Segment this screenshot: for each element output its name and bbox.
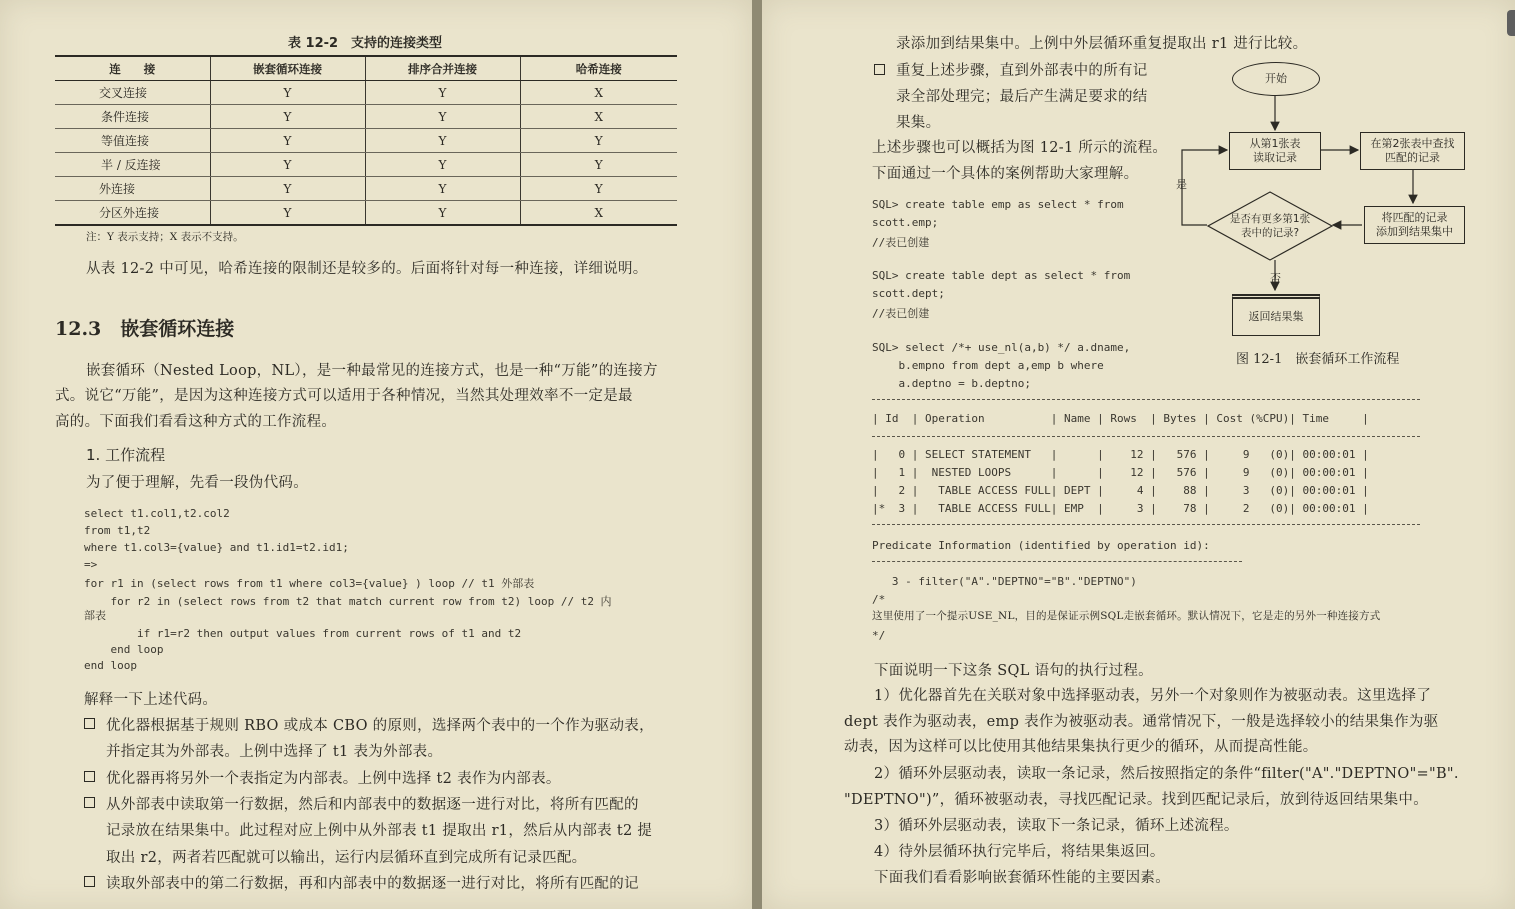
comment-text: 这里使用了一个提示USE_NL，目的是保证示例SQL走嵌套循环。默认情况下，它是走的另外一种连接方式	[872, 610, 1381, 622]
flowchart-no-label: 否	[1270, 272, 1281, 285]
flowchart-read-first: 从第1张表 读取记录	[1229, 132, 1321, 170]
bullet-square-icon	[84, 718, 95, 729]
step-line: dept 表作为驱动表，emp 表作为被驱动表。通常情况下，一般是选择较小的结果集作为驱	[844, 714, 1439, 730]
cell: Y	[365, 201, 520, 226]
step-line: 2）循环外层驱动表，读取一条记录，然后按照指定的条件“filter("A"."DEPTNO"="B".	[874, 766, 1459, 782]
sub-intro: 为了便于理解，先看一段伪代码。	[86, 475, 308, 491]
bullet-line: 果集。	[896, 115, 941, 131]
cell: Y	[365, 129, 520, 153]
predicate-line: 3 - filter("A"."DEPTNO"="B"."DEPTNO")	[872, 575, 1137, 588]
bullet-line: 读取外部表中的第二行数据，再和内部表中的数据逐一进行对比，将所有匹配的记	[106, 876, 639, 892]
bullet-line: 优化器根据基于规则 RBO 或成本 CBO 的原则，选择两个表中的一个作为驱动表，	[106, 718, 654, 734]
table-note: 注：Y 表示支持；X 表示不支持。	[86, 231, 244, 243]
table-row	[55, 201, 677, 226]
step-line: "DEPTNO")”，循环被驱动表，寻找匹配记录。找到匹配记录后，放到待返回结果集中。	[844, 792, 1429, 808]
cell: Y	[210, 177, 365, 201]
cell: Y	[365, 153, 520, 177]
table-row	[55, 81, 677, 105]
step-line: 3）循环外层驱动表，读取下一条记录，循环上述流程。	[874, 818, 1239, 834]
sql-line: scott.dept;	[872, 287, 945, 300]
cell: Y	[365, 81, 520, 105]
bullet-line: 录全部处理完；最后产生满足要求的结	[896, 89, 1148, 105]
subsection-title: 1. 工作流程	[86, 446, 166, 464]
bullet-square-icon	[84, 797, 95, 808]
figure-caption: 图 12-1 嵌套循环工作流程	[1236, 352, 1400, 367]
step-line: 1）优化器首先在关联对象中选择驱动表，另外一个对象则作为被驱动表。这里选择了	[874, 688, 1432, 704]
bullet-line: 取出 r2，两者若匹配就可以输出，运行内层循环直到完成所有记录匹配。	[106, 850, 587, 866]
row-label: 条件连接	[55, 105, 210, 129]
intro-line: 嵌套循环（Nested Loop，NL），是一种最常见的连接方式，也是一种“万能”的连接方	[86, 363, 658, 379]
plan-row: | 1 | NESTED LOOPS | | 12 | 576 | 9 (0)| 00:00:01 |	[872, 466, 1369, 479]
sql-line: a.deptno = b.deptno;	[872, 377, 1031, 390]
flowchart-start: 开始	[1232, 62, 1320, 96]
cell: Y	[365, 177, 520, 201]
step-line: 4）待外层循环执行完毕后，将结果集返回。	[874, 844, 1165, 860]
cell: Y	[520, 129, 677, 153]
sql-line: SQL> create table emp as select * from	[872, 198, 1124, 211]
intro-line: 式。说它“万能”，是因为这种连接方式可以适用于各种情况，当然其处理效率不一定是最	[55, 388, 633, 404]
table-row	[55, 129, 677, 153]
bullet-line: 并指定其为外部表。上例中选择了 t1 表为外部表。	[106, 744, 443, 760]
table-header-row	[55, 56, 677, 81]
code-line: for r1 in (select rows from t1 where col3={value} ) loop // t1 外部表	[84, 577, 535, 590]
cell: Y	[365, 105, 520, 129]
top-line: 录添加到结果集中。上例中外层循环重复提取出 r1 进行比较。	[896, 36, 1308, 52]
row-label: 交叉连接	[55, 81, 210, 105]
bullet-line: 重复上述步骤，直到外部表中的所有记	[896, 63, 1148, 79]
table-row	[55, 105, 677, 129]
para-after-table: 从表 12-2 中可见，哈希连接的限制还是较多的。后面将针对每一种连接，详细说明。	[86, 261, 648, 277]
section-title: 12.3 嵌套循环连接	[55, 318, 235, 340]
sql-line: SQL> create table dept as select * from	[872, 269, 1131, 282]
sql-line: //表已创建	[872, 307, 930, 320]
dashed-rule	[872, 399, 1420, 400]
table-caption: 表 12-2 支持的连接类型	[288, 36, 443, 51]
flowchart-add-result: 将匹配的记录 添加到结果集中	[1364, 206, 1465, 244]
intro-line: 高的。下面我们看看这种方式的工作流程。	[55, 414, 337, 430]
code-line: end loop	[84, 643, 164, 656]
cell: Y	[210, 105, 365, 129]
row-label: 外连接	[55, 177, 210, 201]
flowchart-yes-label: 是	[1176, 178, 1187, 191]
plan-row: | 0 | SELECT STATEMENT | | 12 | 576 | 9 (0)| 00:00:01 |	[872, 448, 1369, 461]
explain-title: 解释一下上述代码。	[84, 692, 218, 708]
header-hash: 哈希连接	[520, 56, 677, 81]
cell: Y	[210, 201, 365, 226]
plan-row: |* 3 | TABLE ACCESS FULL| EMP | 3 | 78 | 2 (0)| 00:00:01 |	[872, 502, 1369, 515]
flowchart-return: 返回结果集	[1232, 294, 1320, 336]
plan-header: | Id | Operation | Name | Rows | Bytes | Cost (%CPU)| Time |	[872, 412, 1369, 425]
cell: X	[520, 105, 677, 129]
step-line: 动表，因为这样可以比使用其他结果集执行更少的循环，从而提高性能。	[844, 739, 1318, 755]
bullet-line: 从外部表中读取第一行数据，然后和内部表中的数据逐一进行对比，将所有匹配的	[106, 797, 639, 813]
flowchart-decision: 是否有更多第1张 表中的记录?	[1229, 213, 1311, 239]
dashed-rule	[872, 436, 1420, 437]
code-line: for r2 in (select rows from t2 that match current row from t2) loop // t2 内	[84, 595, 612, 608]
code-line: select t1.col1,t2.col2	[84, 507, 230, 520]
bullet-line: 记录放在结果集中。此过程对应上例中从外部表 t1 提取出 r1，然后从内部表 t2 提	[106, 823, 653, 839]
cell: X	[520, 201, 677, 226]
scroll-handle[interactable]	[1507, 10, 1515, 36]
para-line: 下面通过一个具体的案例帮助大家理解。	[872, 166, 1139, 182]
bullet-line: 优化器再将另外一个表指定为内部表。上例中选择 t2 表作为内部表。	[106, 771, 561, 787]
predicate-title: Predicate Information (identified by operation id):	[872, 539, 1210, 552]
code-line: from t1,t2	[84, 524, 151, 537]
bullet-square-icon	[84, 771, 95, 782]
right-page	[762, 0, 1515, 909]
code-line: 部表	[84, 609, 106, 622]
header-nested-loop: 嵌套循环连接	[210, 56, 365, 81]
row-label: 分区外连接	[55, 201, 210, 226]
sql-line: //表已创建	[872, 236, 930, 249]
dashed-rule	[872, 524, 1420, 525]
cell: Y	[210, 153, 365, 177]
code-line: end loop	[84, 659, 137, 672]
comment-close: */	[872, 629, 886, 642]
para-line: 上述步骤也可以概括为图 12-1 所示的流程。	[872, 140, 1168, 156]
cell: Y	[210, 129, 365, 153]
cell: X	[520, 81, 677, 105]
cell: Y	[210, 81, 365, 105]
cell: Y	[520, 177, 677, 201]
row-label: 等值连接	[55, 129, 210, 153]
plan-row: | 2 | TABLE ACCESS FULL| DEPT | 4 | 88 | 3 (0)| 00:00:01 |	[872, 484, 1369, 497]
code-line: =>	[84, 558, 98, 571]
code-line: if r1=r2 then output values from current rows of t1 and t2	[84, 627, 522, 640]
join-types-table	[55, 55, 677, 226]
table-row	[55, 153, 677, 177]
explain-title: 下面说明一下这条 SQL 语句的执行过程。	[874, 663, 1153, 679]
header-join: 连 接	[55, 56, 210, 81]
bullet-square-icon	[84, 876, 95, 887]
row-label: 半 / 反连接	[55, 153, 210, 177]
table-row	[55, 177, 677, 201]
sql-line: scott.emp;	[872, 216, 939, 229]
step-line: 下面我们看看影响嵌套循环性能的主要因素。	[874, 870, 1170, 886]
left-page	[0, 0, 752, 909]
comment-open: /*	[872, 593, 886, 606]
cell: Y	[520, 153, 677, 177]
sql-line: SQL> select /*+ use_nl(a,b) */ a.dname,	[872, 341, 1131, 354]
flowchart-find-match: 在第2张表中查找 匹配的记录	[1360, 132, 1465, 170]
sql-line: b.empno from dept a,emp b where	[872, 359, 1104, 372]
code-line: where t1.col3={value} and t1.id1=t2.id1;	[84, 541, 349, 554]
header-sort-merge: 排序合并连接	[365, 56, 520, 81]
dashed-rule	[872, 561, 1242, 562]
